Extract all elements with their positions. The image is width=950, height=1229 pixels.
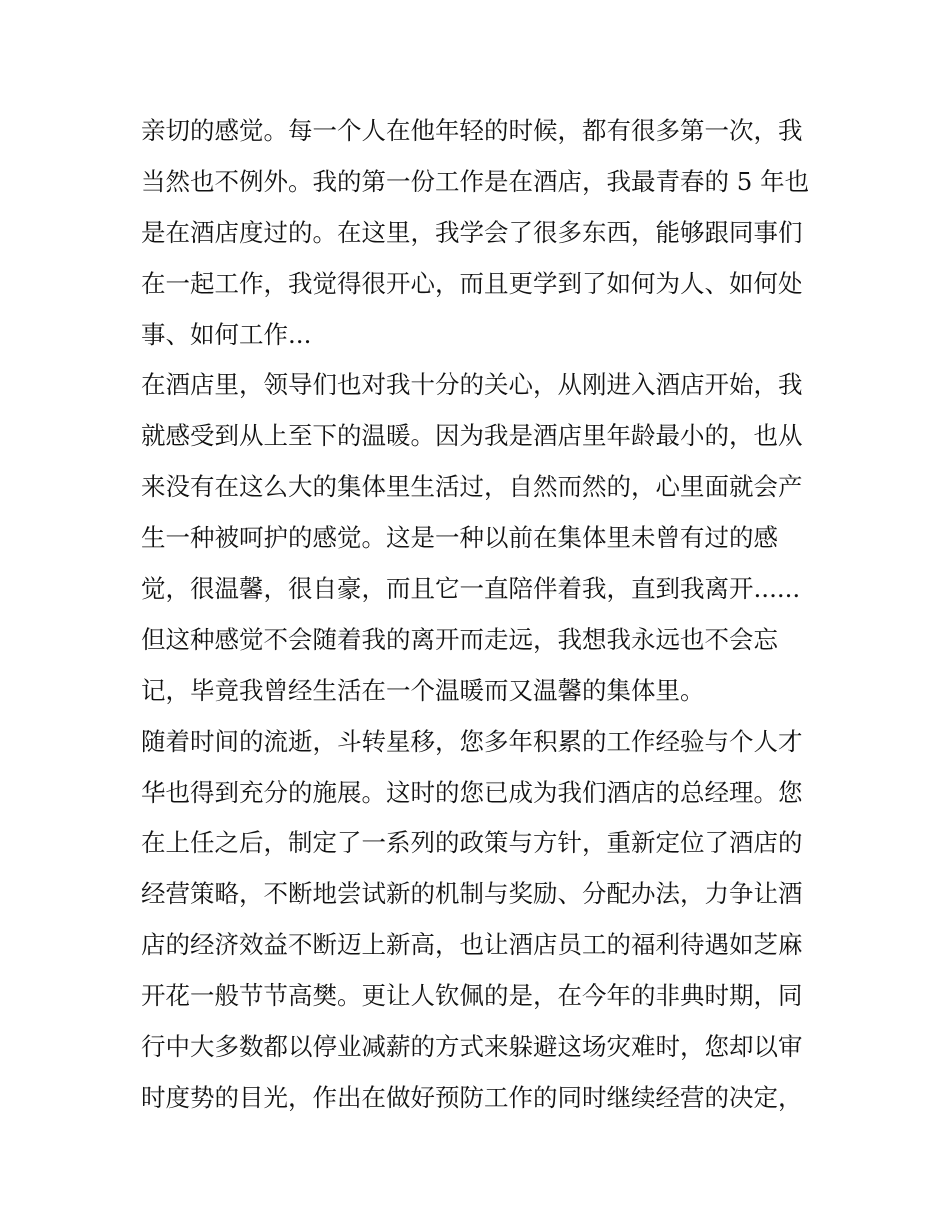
text-line: 记，毕竟我曾经生活在一个温暖而又温馨的集体里。 (141, 675, 705, 705)
body-text (141, 106, 821, 1124)
text-line: 觉，很温馨，很自豪，而且它一直陪伴着我，直到我离开...... (141, 574, 801, 604)
text-line: 在酒店里，领导们也对我十分的关心，从刚进入酒店开始，我 (141, 370, 803, 400)
text-line: 华也得到充分的施展。这时的您已成为我们酒店的总经理。您 (141, 777, 803, 807)
text-line: 事、如何工作... (141, 319, 312, 349)
text-line: 开花一般节节高樊。更让人钦佩的是，在今年的非典时期，同 (141, 981, 803, 1011)
text-line: 在一起工作，我觉得很开心，而且更学到了如何为人、如何处 (141, 268, 803, 298)
text-line: 经营策略，不断地尝试新的机制与奖励、分配办法，力争让酒 (141, 879, 803, 909)
text-line: 是在酒店度过的。在这里，我学会了很多东西，能够跟同事们 (141, 217, 803, 247)
text-line: 就感受到从上至下的温暖。因为我是酒店里年龄最小的，也从 (141, 421, 803, 451)
text-line: 时度势的目光，作出在做好预防工作的同时继续经营的决定， (141, 1082, 803, 1112)
text-line: 店的经济效益不断迈上新高，也让酒店员工的福利待遇如芝麻 (141, 930, 803, 960)
text-line: 但这种感觉不会随着我的离开而走远，我想我永远也不会忘 (141, 624, 778, 654)
text-line: 亲切的感觉。每一个人在他年轻的时候，都有很多第一次，我 (141, 116, 803, 145)
text-line: 当然也不例外。我的第一份工作是在酒店，我最青春的 5 年也 (141, 166, 810, 196)
text-line: 随着时间的流逝，斗转星移，您多年积累的工作经验与个人才 (141, 726, 803, 756)
text-line: 在上任之后，制定了一系列的政策与方针，重新定位了酒店的 (141, 828, 803, 858)
text-line: 行中大多数都以停业减薪的方式来躲避这场灾难时，您却以审 (141, 1032, 803, 1062)
text-line: 生一种被呵护的感觉。这是一种以前在集体里未曾有过的感 (141, 523, 778, 553)
text-line: 来没有在这么大的集体里生活过，自然而然的，心里面就会产 (141, 472, 803, 502)
